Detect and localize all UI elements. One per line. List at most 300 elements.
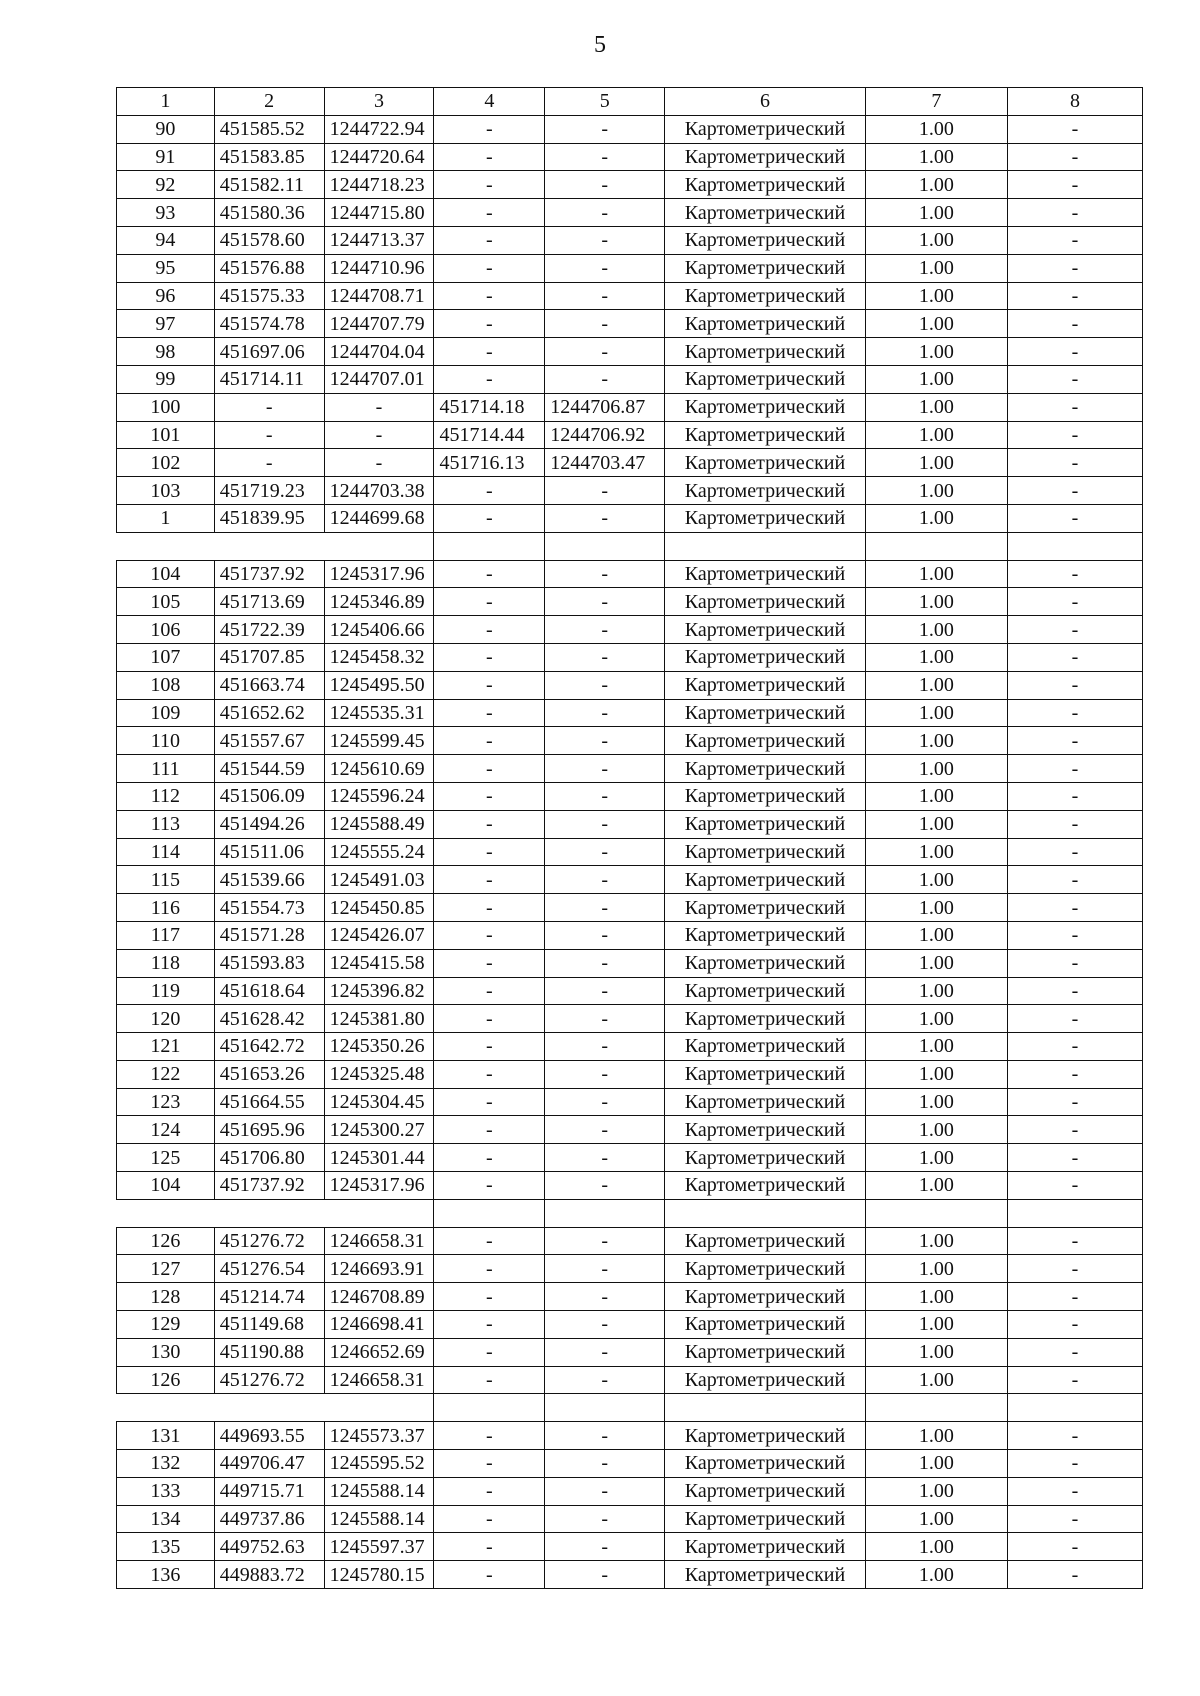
- table-row: [117, 254, 1143, 282]
- cell-y-coord-alt: 1244706.92: [545, 421, 665, 449]
- cell-note: -: [1007, 921, 1142, 949]
- table-row: [117, 1533, 1143, 1561]
- cell-x-coord: 449883.72: [214, 1561, 324, 1589]
- cell-accuracy: 1.00: [865, 477, 1007, 505]
- cell-note: -: [1007, 115, 1142, 143]
- cell-accuracy: 1.00: [865, 727, 1007, 755]
- cell-point-number: 106: [117, 616, 215, 644]
- cell-x-coord-alt: -: [434, 1033, 545, 1061]
- cell-accuracy: 1.00: [865, 921, 1007, 949]
- table-row: [117, 588, 1143, 616]
- table-row: [117, 1144, 1143, 1172]
- table-row: [117, 1172, 1143, 1200]
- cell-x-coord-alt: 451716.13: [434, 449, 545, 477]
- header-col-4: 4: [434, 88, 545, 116]
- cell-x-coord: 451578.60: [214, 226, 324, 254]
- cell-note: -: [1007, 1172, 1142, 1200]
- cell-accuracy: 1.00: [865, 782, 1007, 810]
- cell-accuracy: 1.00: [865, 643, 1007, 671]
- cell-point-number: 96: [117, 282, 215, 310]
- cell-point-number: 91: [117, 143, 215, 171]
- separator-cell: [434, 532, 545, 560]
- separator-cell: [545, 532, 665, 560]
- cell-note: -: [1007, 1366, 1142, 1394]
- cell-note: -: [1007, 1116, 1142, 1144]
- cell-method: Картометрический: [665, 1060, 866, 1088]
- separator-cell: [865, 1394, 1007, 1422]
- cell-note: -: [1007, 671, 1142, 699]
- cell-y-coord: 1245450.85: [324, 894, 434, 922]
- cell-y-coord: -: [324, 393, 434, 421]
- cell-method: Картометрический: [665, 643, 866, 671]
- table-row: [117, 449, 1143, 477]
- page-number: 5: [594, 32, 606, 58]
- cell-x-coord-alt: -: [434, 310, 545, 338]
- cell-y-coord: 1245350.26: [324, 1033, 434, 1061]
- cell-y-coord-alt: -: [545, 115, 665, 143]
- cell-accuracy: 1.00: [865, 1116, 1007, 1144]
- cell-y-coord: 1244715.80: [324, 199, 434, 227]
- cell-y-coord-alt: -: [545, 1366, 665, 1394]
- table-row: [117, 421, 1143, 449]
- cell-method: Картометрический: [665, 115, 866, 143]
- cell-y-coord: 1245300.27: [324, 1116, 434, 1144]
- cell-point-number: 105: [117, 588, 215, 616]
- table-row: [117, 393, 1143, 421]
- table-row: [117, 477, 1143, 505]
- cell-note: -: [1007, 1033, 1142, 1061]
- table-row: [117, 1255, 1143, 1283]
- cell-method: Картометрический: [665, 894, 866, 922]
- cell-point-number: 114: [117, 838, 215, 866]
- cell-y-coord: 1244713.37: [324, 226, 434, 254]
- cell-y-coord-alt: -: [545, 1172, 665, 1200]
- cell-y-coord-alt: -: [545, 1060, 665, 1088]
- cell-y-coord-alt: -: [545, 1033, 665, 1061]
- cell-x-coord-alt: -: [434, 1116, 545, 1144]
- cell-x-coord-alt: -: [434, 699, 545, 727]
- cell-point-number: 128: [117, 1283, 215, 1311]
- separator-cell: [324, 1199, 434, 1227]
- cell-note: -: [1007, 504, 1142, 532]
- cell-x-coord: 451276.54: [214, 1255, 324, 1283]
- cell-x-coord-alt: -: [434, 1144, 545, 1172]
- cell-y-coord: 1245588.49: [324, 810, 434, 838]
- cell-y-coord: 1245588.14: [324, 1477, 434, 1505]
- cell-accuracy: 1.00: [865, 254, 1007, 282]
- cell-x-coord-alt: -: [434, 1450, 545, 1478]
- cell-y-coord: 1245304.45: [324, 1088, 434, 1116]
- table-row: [117, 643, 1143, 671]
- cell-accuracy: 1.00: [865, 338, 1007, 366]
- separator-cell: [434, 1199, 545, 1227]
- table-row: [117, 1227, 1143, 1255]
- cell-x-coord: 451706.80: [214, 1144, 324, 1172]
- table-row: [117, 1505, 1143, 1533]
- header-col-5: 5: [545, 88, 665, 116]
- cell-x-coord: 451664.55: [214, 1088, 324, 1116]
- cell-accuracy: 1.00: [865, 1450, 1007, 1478]
- cell-method: Картометрический: [665, 1561, 866, 1589]
- cell-method: Картометрический: [665, 393, 866, 421]
- cell-x-coord-alt: -: [434, 282, 545, 310]
- cell-note: -: [1007, 1450, 1142, 1478]
- cell-accuracy: 1.00: [865, 310, 1007, 338]
- cell-point-number: 118: [117, 949, 215, 977]
- cell-y-coord: 1245406.66: [324, 616, 434, 644]
- cell-x-coord: 451506.09: [214, 782, 324, 810]
- cell-note: -: [1007, 449, 1142, 477]
- cell-method: Картометрический: [665, 588, 866, 616]
- cell-x-coord: 449706.47: [214, 1450, 324, 1478]
- cell-accuracy: 1.00: [865, 1561, 1007, 1589]
- cell-method: Картометрический: [665, 338, 866, 366]
- table-row: [117, 1422, 1143, 1450]
- cell-y-coord-alt: -: [545, 1088, 665, 1116]
- table-row: [117, 699, 1143, 727]
- cell-x-coord-alt: -: [434, 810, 545, 838]
- table-row: [117, 838, 1143, 866]
- cell-x-coord: -: [214, 449, 324, 477]
- table-header: [117, 88, 1143, 116]
- cell-y-coord: 1245610.69: [324, 755, 434, 783]
- cell-accuracy: 1.00: [865, 671, 1007, 699]
- table-row: [117, 365, 1143, 393]
- cell-x-coord-alt: -: [434, 504, 545, 532]
- cell-accuracy: 1.00: [865, 894, 1007, 922]
- table-row: [117, 1311, 1143, 1339]
- cell-method: Картометрический: [665, 810, 866, 838]
- header-col-1: 1: [117, 88, 215, 116]
- cell-x-coord: 451494.26: [214, 810, 324, 838]
- cell-x-coord-alt: 451714.18: [434, 393, 545, 421]
- cell-y-coord-alt: -: [545, 616, 665, 644]
- cell-y-coord: 1244722.94: [324, 115, 434, 143]
- cell-point-number: 108: [117, 671, 215, 699]
- cell-x-coord-alt: -: [434, 588, 545, 616]
- cell-x-coord-alt: -: [434, 671, 545, 699]
- cell-note: -: [1007, 866, 1142, 894]
- cell-y-coord: 1245317.96: [324, 1172, 434, 1200]
- cell-method: Картометрический: [665, 1033, 866, 1061]
- header-row: [117, 88, 1143, 116]
- cell-x-coord-alt: -: [434, 1255, 545, 1283]
- cell-x-coord-alt: -: [434, 1505, 545, 1533]
- cell-y-coord-alt: -: [545, 643, 665, 671]
- cell-method: Картометрический: [665, 1450, 866, 1478]
- cell-point-number: 130: [117, 1338, 215, 1366]
- cell-point-number: 126: [117, 1366, 215, 1394]
- cell-x-coord-alt: -: [434, 894, 545, 922]
- cell-accuracy: 1.00: [865, 949, 1007, 977]
- cell-x-coord-alt: -: [434, 338, 545, 366]
- table-row: [117, 810, 1143, 838]
- cell-y-coord: 1244703.38: [324, 477, 434, 505]
- cell-y-coord: 1244707.79: [324, 310, 434, 338]
- cell-y-coord: 1245426.07: [324, 921, 434, 949]
- cell-y-coord-alt: -: [545, 1311, 665, 1339]
- cell-point-number: 135: [117, 1533, 215, 1561]
- cell-note: -: [1007, 171, 1142, 199]
- table-row: [117, 616, 1143, 644]
- cell-note: -: [1007, 1311, 1142, 1339]
- cell-x-coord-alt: -: [434, 727, 545, 755]
- cell-y-coord: 1246652.69: [324, 1338, 434, 1366]
- cell-method: Картометрический: [665, 254, 866, 282]
- cell-x-coord: 449693.55: [214, 1422, 324, 1450]
- cell-method: Картометрический: [665, 1144, 866, 1172]
- cell-y-coord: 1245491.03: [324, 866, 434, 894]
- cell-x-coord-alt: -: [434, 643, 545, 671]
- cell-method: Картометрический: [665, 616, 866, 644]
- cell-x-coord-alt: -: [434, 755, 545, 783]
- cell-point-number: 104: [117, 560, 215, 588]
- cell-note: -: [1007, 143, 1142, 171]
- separator-cell: [214, 532, 324, 560]
- cell-y-coord: 1245535.31: [324, 699, 434, 727]
- cell-accuracy: 1.00: [865, 1227, 1007, 1255]
- cell-method: Картометрический: [665, 310, 866, 338]
- cell-method: Картометрический: [665, 171, 866, 199]
- cell-point-number: 1: [117, 504, 215, 532]
- cell-y-coord: 1244720.64: [324, 143, 434, 171]
- cell-y-coord: 1245458.32: [324, 643, 434, 671]
- cell-y-coord-alt: -: [545, 727, 665, 755]
- cell-point-number: 102: [117, 449, 215, 477]
- table-row: [117, 1338, 1143, 1366]
- cell-accuracy: 1.00: [865, 504, 1007, 532]
- cell-x-coord-alt: -: [434, 1338, 545, 1366]
- cell-x-coord: 451714.11: [214, 365, 324, 393]
- cell-x-coord: 451539.66: [214, 866, 324, 894]
- cell-x-coord: 451713.69: [214, 588, 324, 616]
- table-row: [117, 782, 1143, 810]
- cell-y-coord-alt: -: [545, 782, 665, 810]
- cell-note: -: [1007, 254, 1142, 282]
- table-row: [117, 226, 1143, 254]
- cell-accuracy: 1.00: [865, 1172, 1007, 1200]
- cell-note: -: [1007, 1255, 1142, 1283]
- separator-cell: [324, 1394, 434, 1422]
- cell-y-coord: 1245317.96: [324, 560, 434, 588]
- cell-y-coord: 1246708.89: [324, 1283, 434, 1311]
- cell-x-coord: 451214.74: [214, 1283, 324, 1311]
- cell-y-coord-alt: 1244703.47: [545, 449, 665, 477]
- cell-method: Картометрический: [665, 1533, 866, 1561]
- cell-method: Картометрический: [665, 699, 866, 727]
- cell-accuracy: 1.00: [865, 838, 1007, 866]
- separator-cell: [665, 1394, 866, 1422]
- cell-y-coord-alt: -: [545, 1533, 665, 1561]
- cell-point-number: 116: [117, 894, 215, 922]
- cell-note: -: [1007, 699, 1142, 727]
- cell-point-number: 123: [117, 1088, 215, 1116]
- cell-x-coord: 451276.72: [214, 1227, 324, 1255]
- cell-x-coord: 451149.68: [214, 1311, 324, 1339]
- cell-note: -: [1007, 727, 1142, 755]
- header-col-7: 7: [865, 88, 1007, 116]
- cell-accuracy: 1.00: [865, 171, 1007, 199]
- cell-note: -: [1007, 616, 1142, 644]
- table-row: [117, 1477, 1143, 1505]
- cell-point-number: 120: [117, 1005, 215, 1033]
- cell-x-coord: 451580.36: [214, 199, 324, 227]
- table-row: [117, 143, 1143, 171]
- cell-y-coord-alt: -: [545, 254, 665, 282]
- table-row: [117, 560, 1143, 588]
- cell-method: Картометрический: [665, 1477, 866, 1505]
- cell-y-coord-alt: -: [545, 1144, 665, 1172]
- group-separator-row: [117, 1394, 1143, 1422]
- cell-accuracy: 1.00: [865, 449, 1007, 477]
- cell-point-number: 111: [117, 755, 215, 783]
- cell-accuracy: 1.00: [865, 143, 1007, 171]
- cell-x-coord-alt: -: [434, 171, 545, 199]
- cell-point-number: 134: [117, 1505, 215, 1533]
- cell-accuracy: 1.00: [865, 1505, 1007, 1533]
- cell-y-coord-alt: -: [545, 1255, 665, 1283]
- table-row: [117, 338, 1143, 366]
- cell-y-coord: 1245325.48: [324, 1060, 434, 1088]
- cell-x-coord: 451737.92: [214, 560, 324, 588]
- cell-x-coord: 449715.71: [214, 1477, 324, 1505]
- cell-accuracy: 1.00: [865, 1144, 1007, 1172]
- cell-note: -: [1007, 1477, 1142, 1505]
- cell-y-coord-alt: -: [545, 1227, 665, 1255]
- cell-x-coord: 451593.83: [214, 949, 324, 977]
- cell-y-coord: 1245555.24: [324, 838, 434, 866]
- cell-note: -: [1007, 1227, 1142, 1255]
- cell-y-coord: 1245599.45: [324, 727, 434, 755]
- cell-x-coord-alt: -: [434, 977, 545, 1005]
- cell-accuracy: 1.00: [865, 1005, 1007, 1033]
- cell-accuracy: 1.00: [865, 1422, 1007, 1450]
- cell-accuracy: 1.00: [865, 115, 1007, 143]
- cell-y-coord-alt: -: [545, 810, 665, 838]
- cell-method: Картометрический: [665, 1255, 866, 1283]
- cell-note: -: [1007, 310, 1142, 338]
- cell-note: -: [1007, 282, 1142, 310]
- cell-method: Картометрический: [665, 838, 866, 866]
- cell-accuracy: 1.00: [865, 393, 1007, 421]
- table-body: [117, 115, 1143, 1588]
- cell-x-coord-alt: -: [434, 1561, 545, 1589]
- cell-point-number: 103: [117, 477, 215, 505]
- cell-note: -: [1007, 226, 1142, 254]
- cell-x-coord-alt: -: [434, 616, 545, 644]
- cell-y-coord: 1244710.96: [324, 254, 434, 282]
- cell-accuracy: 1.00: [865, 1283, 1007, 1311]
- cell-x-coord-alt: -: [434, 1533, 545, 1561]
- cell-y-coord-alt: -: [545, 282, 665, 310]
- cell-note: -: [1007, 199, 1142, 227]
- cell-y-coord: 1245415.58: [324, 949, 434, 977]
- cell-method: Картометрический: [665, 1505, 866, 1533]
- cell-x-coord-alt: -: [434, 1477, 545, 1505]
- cell-method: Картометрический: [665, 560, 866, 588]
- header-col-3: 3: [324, 88, 434, 116]
- cell-y-coord: 1246658.31: [324, 1227, 434, 1255]
- cell-x-coord-alt: -: [434, 1283, 545, 1311]
- cell-note: -: [1007, 588, 1142, 616]
- table-row: [117, 1005, 1143, 1033]
- cell-method: Картометрический: [665, 727, 866, 755]
- cell-y-coord-alt: -: [545, 1505, 665, 1533]
- cell-accuracy: 1.00: [865, 1366, 1007, 1394]
- separator-cell: [214, 1394, 324, 1422]
- cell-x-coord: -: [214, 421, 324, 449]
- cell-point-number: 113: [117, 810, 215, 838]
- cell-y-coord-alt: -: [545, 699, 665, 727]
- cell-x-coord: 451276.72: [214, 1366, 324, 1394]
- cell-x-coord-alt: -: [434, 254, 545, 282]
- cell-note: -: [1007, 1144, 1142, 1172]
- cell-x-coord: 451737.92: [214, 1172, 324, 1200]
- cell-point-number: 95: [117, 254, 215, 282]
- cell-accuracy: 1.00: [865, 1060, 1007, 1088]
- cell-note: -: [1007, 755, 1142, 783]
- cell-method: Картометрический: [665, 504, 866, 532]
- cell-x-coord-alt: -: [434, 226, 545, 254]
- table-row: [117, 1366, 1143, 1394]
- cell-method: Картометрический: [665, 921, 866, 949]
- cell-x-coord-alt: -: [434, 838, 545, 866]
- cell-note: -: [1007, 1060, 1142, 1088]
- cell-x-coord: 451722.39: [214, 616, 324, 644]
- cell-note: -: [1007, 1533, 1142, 1561]
- cell-y-coord-alt: -: [545, 977, 665, 1005]
- cell-method: Картометрический: [665, 1172, 866, 1200]
- cell-note: -: [1007, 810, 1142, 838]
- table-row: [117, 1033, 1143, 1061]
- cell-y-coord-alt: -: [545, 1422, 665, 1450]
- separator-cell: [865, 532, 1007, 560]
- cell-x-coord: 451719.23: [214, 477, 324, 505]
- cell-point-number: 126: [117, 1227, 215, 1255]
- cell-point-number: 112: [117, 782, 215, 810]
- table-row: [117, 199, 1143, 227]
- cell-accuracy: 1.00: [865, 810, 1007, 838]
- cell-x-coord: 449737.86: [214, 1505, 324, 1533]
- cell-note: -: [1007, 560, 1142, 588]
- cell-y-coord: 1245780.15: [324, 1561, 434, 1589]
- cell-y-coord-alt: -: [545, 338, 665, 366]
- cell-accuracy: 1.00: [865, 226, 1007, 254]
- cell-point-number: 110: [117, 727, 215, 755]
- cell-accuracy: 1.00: [865, 699, 1007, 727]
- cell-accuracy: 1.00: [865, 755, 1007, 783]
- cell-y-coord-alt: -: [545, 1338, 665, 1366]
- cell-accuracy: 1.00: [865, 199, 1007, 227]
- header-col-6: 6: [665, 88, 866, 116]
- cell-method: Картометрический: [665, 866, 866, 894]
- cell-point-number: 93: [117, 199, 215, 227]
- cell-note: -: [1007, 1005, 1142, 1033]
- cell-y-coord: 1245495.50: [324, 671, 434, 699]
- separator-cell: [865, 1199, 1007, 1227]
- cell-accuracy: 1.00: [865, 1338, 1007, 1366]
- cell-point-number: 117: [117, 921, 215, 949]
- separator-cell: [117, 1394, 215, 1422]
- cell-x-coord: 451554.73: [214, 894, 324, 922]
- cell-x-coord: 451575.33: [214, 282, 324, 310]
- cell-x-coord: 451618.64: [214, 977, 324, 1005]
- table-row: [117, 310, 1143, 338]
- cell-y-coord-alt: -: [545, 1561, 665, 1589]
- cell-x-coord: 451839.95: [214, 504, 324, 532]
- group-separator-row: [117, 1199, 1143, 1227]
- cell-y-coord-alt: -: [545, 560, 665, 588]
